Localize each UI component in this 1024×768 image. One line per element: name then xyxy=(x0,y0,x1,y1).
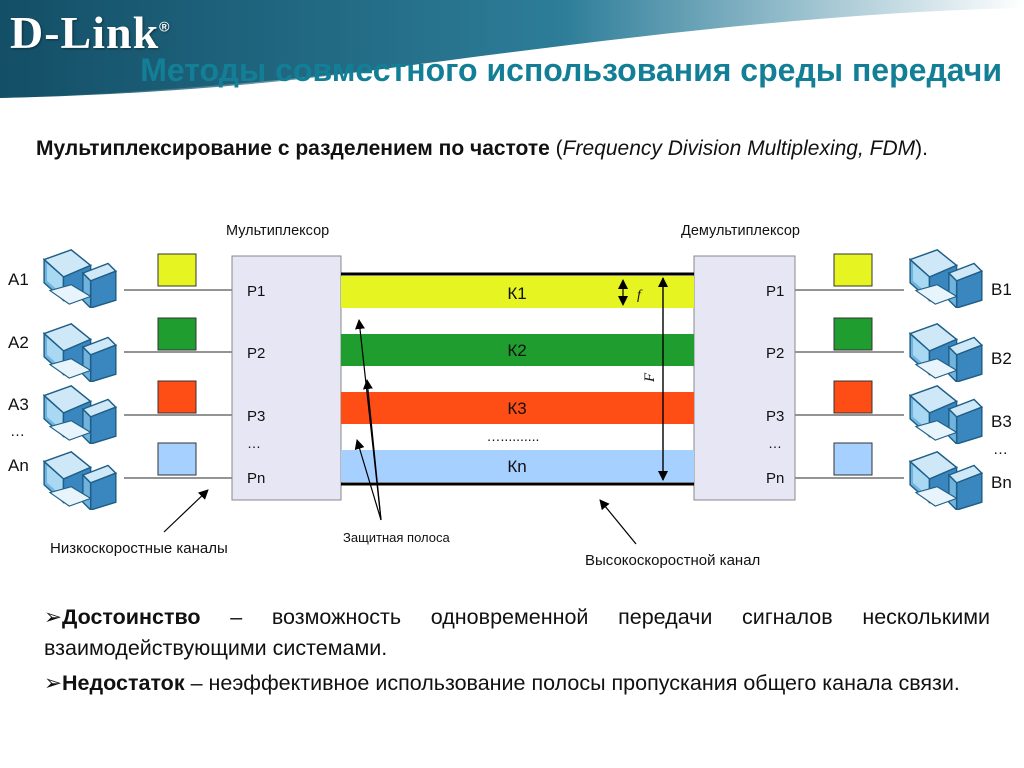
low-speed-label: Низкоскоростные каналы xyxy=(50,540,228,557)
intro-english-term: Frequency Division Multiplexing, FDM xyxy=(562,137,916,160)
receiver-ellipsis: … xyxy=(993,441,1008,458)
band-width-label: f xyxy=(637,288,641,303)
fdm-diagram xyxy=(0,210,1024,590)
sender-label-a1: A1 xyxy=(8,270,29,289)
slide-title: Методы совместного использования среды передачи xyxy=(140,52,1002,88)
receiver-computer-bn xyxy=(910,452,982,510)
receiver-computer-b3 xyxy=(910,386,982,444)
demux-label: Демультиплексор xyxy=(681,223,800,239)
channel-label-k3: К3 xyxy=(507,399,527,418)
advantage-term: Достоинство xyxy=(62,605,201,629)
total-width-label: F xyxy=(642,372,658,382)
dlink-logo: D-Link® xyxy=(10,7,171,58)
intro-term: Мультиплексирование с разделением по частоте xyxy=(36,137,550,160)
high-speed-arrow xyxy=(600,500,636,544)
receiver-label-bn: Bn xyxy=(991,473,1012,492)
sender-computer-a1 xyxy=(44,250,116,308)
bullet-marker-icon: ➢ xyxy=(44,671,63,695)
advantage-bullet xyxy=(44,602,990,664)
mux-port-p2: P2 xyxy=(247,345,266,362)
channel-label-k1: К1 xyxy=(507,284,527,303)
demux-port-pn: Pn xyxy=(766,470,785,487)
channel-label-k2: К2 xyxy=(507,341,527,360)
receiver-computer-b1 xyxy=(910,250,982,308)
high-speed-label: Высокоскоростной канал xyxy=(585,552,761,569)
guard-band-label: Защитная полоса xyxy=(343,530,450,545)
advantage-text: – возможность одновременной передачи сигналов несколькими взаимодействующими системами. xyxy=(44,605,990,660)
demux-port-p2: P2 xyxy=(766,345,785,362)
input-signal-2 xyxy=(158,318,196,350)
disadvantage-term: Недостаток xyxy=(62,671,185,695)
input-signal-n xyxy=(158,443,196,475)
receiver-label-b2: B2 xyxy=(991,349,1012,368)
mux-port-p1: P1 xyxy=(247,283,266,300)
mux-port-pn: Pn xyxy=(247,470,266,487)
channel-label-kn: Кn xyxy=(507,457,527,476)
sender-computer-a2 xyxy=(44,324,116,382)
output-signal-1 xyxy=(834,254,872,286)
demux-port-ellipsis: … xyxy=(768,435,782,451)
demux-port-p1: P1 xyxy=(766,283,785,300)
output-signal-2 xyxy=(834,318,872,350)
sender-label-a3: A3 xyxy=(8,395,29,414)
input-signal-1 xyxy=(158,254,196,286)
receiver-computer-b2 xyxy=(910,324,982,382)
receiver-label-b1: B1 xyxy=(991,280,1012,299)
bullet-marker-icon: ➢ xyxy=(44,605,63,629)
intro-paragraph: Мультиплексирование с разделением по частоте (Frequency Division Multiplexing, FDM). xyxy=(36,137,928,160)
output-signal-3 xyxy=(834,381,872,413)
disadvantage-text: – неэффективное использование полосы пропускания общего канала связи. xyxy=(184,671,960,695)
mux-label: Мультиплексор xyxy=(226,223,330,239)
mux-port-p3: P3 xyxy=(247,408,266,425)
disadvantage-bullet xyxy=(44,668,990,699)
receiver-label-b3: B3 xyxy=(991,412,1012,431)
input-signal-3 xyxy=(158,381,196,413)
sender-ellipsis: … xyxy=(10,423,25,440)
output-signal-n xyxy=(834,443,872,475)
sender-label-a2: A2 xyxy=(8,333,29,352)
sender-computer-a3 xyxy=(44,386,116,444)
demux-port-p3: P3 xyxy=(766,408,785,425)
channel-ellipsis: ….......... xyxy=(486,428,540,444)
mux-port-ellipsis: … xyxy=(247,435,261,451)
sender-computer-an xyxy=(44,452,116,510)
sender-label-an: An xyxy=(8,456,29,475)
low-speed-arrow xyxy=(164,490,208,532)
